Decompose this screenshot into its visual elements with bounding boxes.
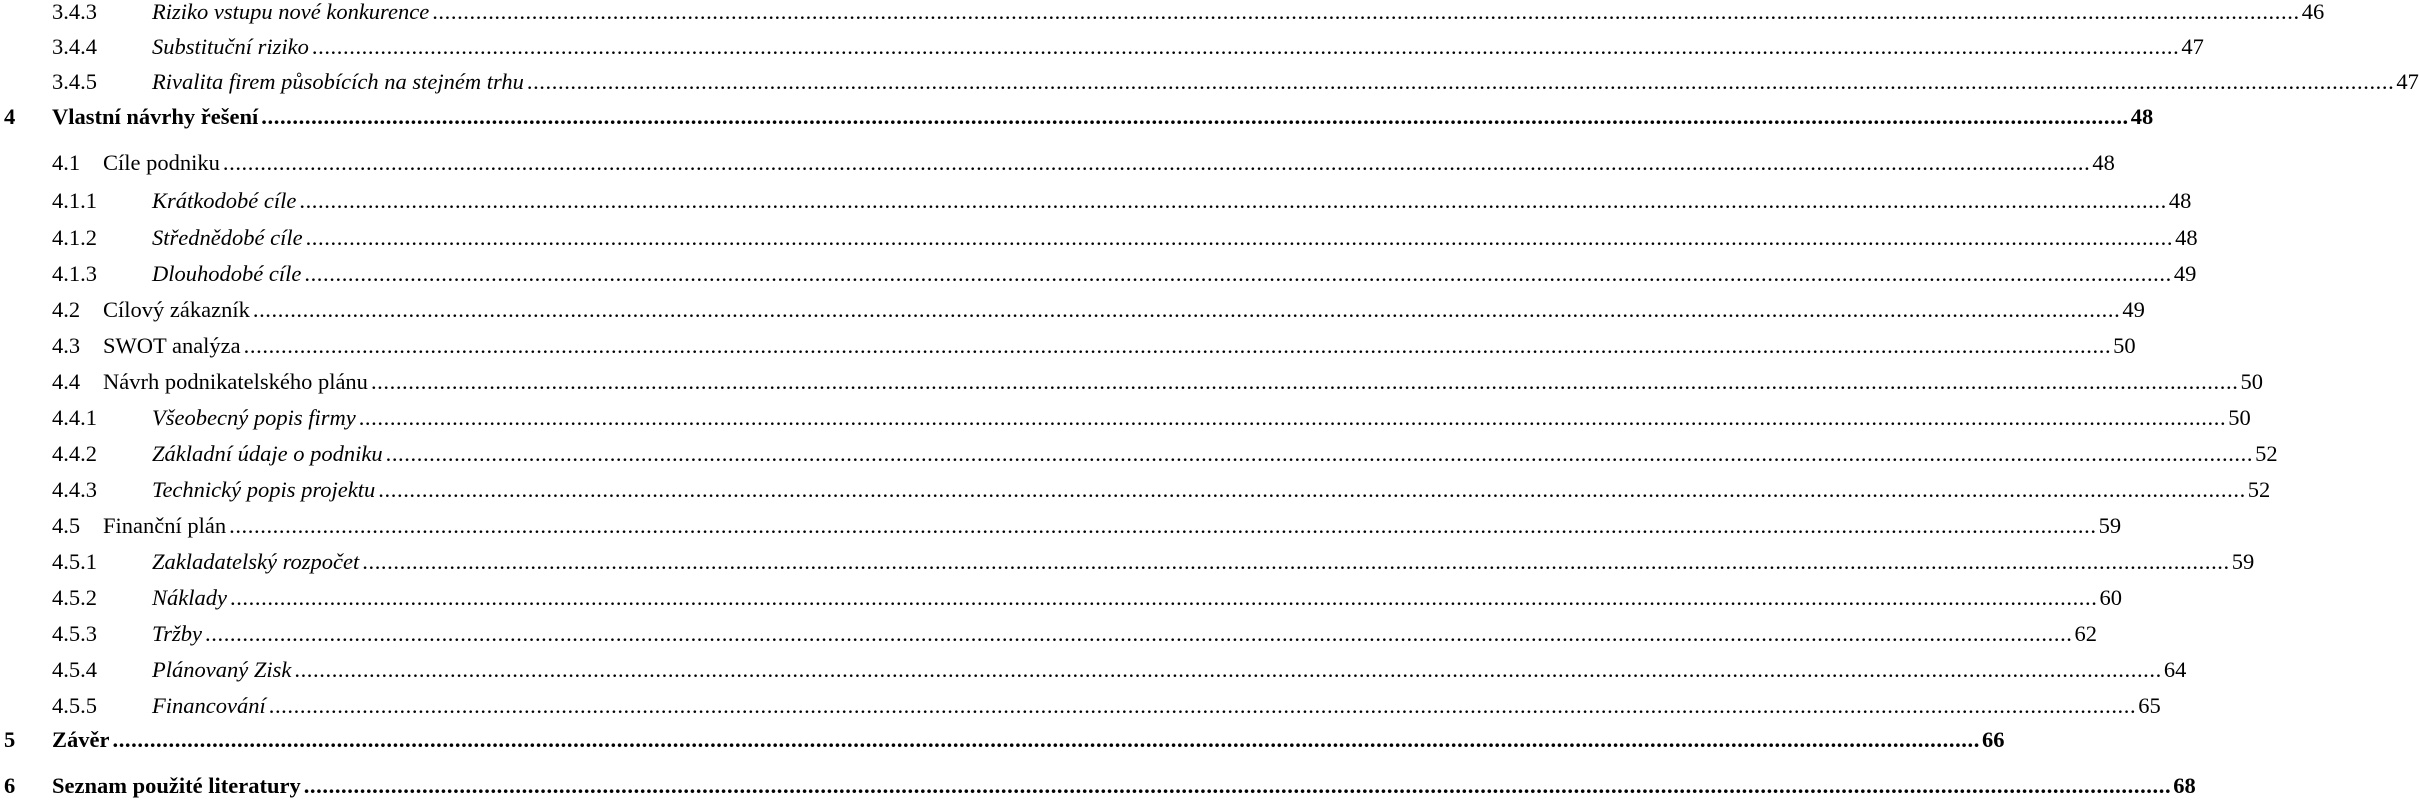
toc-dot-leader: ............................................................................................................................................................................................................................................................................................................ xyxy=(378,477,2246,502)
toc-entry-page-number: 47 xyxy=(2181,34,2204,59)
toc-entry-title: Dlouhodobé cíle xyxy=(152,261,302,286)
toc-entry[interactable] xyxy=(0,768,2196,804)
toc-entry[interactable] xyxy=(0,364,2263,400)
toc-entry-page-number: 66 xyxy=(1981,727,2005,752)
toc-entry-number: 3.4.4 xyxy=(52,34,97,59)
toc-entry[interactable] xyxy=(0,29,2204,65)
toc-entry-title: Cíle podniku xyxy=(103,150,220,175)
toc-entry-title: Financování xyxy=(152,693,266,718)
toc-entry-number: 4.5.2 xyxy=(52,585,97,610)
toc-entry-page-number: 68 xyxy=(2173,773,2196,798)
toc-entry-number: 4.4.2 xyxy=(52,441,97,466)
toc-entry-number: 4.2 xyxy=(52,297,81,322)
toc-entry-number: 4.3 xyxy=(52,333,81,358)
toc-entry-title: Základní údaje o podniku xyxy=(152,441,383,466)
toc-entry-page-number: 62 xyxy=(2074,621,2098,646)
toc-entry-number: 4 xyxy=(4,104,16,129)
toc-entry[interactable] xyxy=(0,220,2198,256)
toc-entry-title: Tržby xyxy=(152,621,203,646)
toc-entry-title: Vlastní návrhy řešení xyxy=(52,104,259,129)
toc-entry[interactable] xyxy=(0,64,2419,100)
toc-entry-page-number: 46 xyxy=(2301,0,2325,24)
toc-entry-number: 5 xyxy=(4,727,16,752)
toc-dot-leader: ............................................................................................................................................................................................................................................................................................................ xyxy=(303,773,2172,798)
toc-entry-number: 4.1.2 xyxy=(52,225,97,250)
toc-entry-number: 4.5.3 xyxy=(52,621,97,646)
toc-entry-page-number: 60 xyxy=(2099,585,2122,610)
toc-entry-title: Krátkodobé cíle xyxy=(152,188,297,213)
toc-entry-page-number: 48 xyxy=(2130,104,2154,129)
toc-dot-leader: ............................................................................................................................................................................................................................................................................................................ xyxy=(299,188,2167,213)
toc-entry-page-number: 49 xyxy=(2173,261,2197,286)
toc-entry-title: Substituční riziko xyxy=(152,34,309,59)
toc-entry-title: Střednědobé cíle xyxy=(152,225,303,250)
toc-dot-leader: ............................................................................................................................................................................................................................................................................................................ xyxy=(311,34,2180,59)
toc-entry[interactable] xyxy=(0,436,2278,472)
toc-dot-leader: ............................................................................................................................................................................................................................................................................................................ xyxy=(252,297,2121,322)
toc-entry-title: Závěr xyxy=(52,727,110,752)
toc-dot-leader: ............................................................................................................................................................................................................................................................................................................ xyxy=(385,441,2254,466)
toc-entry-number: 3.4.3 xyxy=(52,0,97,24)
toc-entry-page-number: 52 xyxy=(2247,477,2271,502)
toc-entry-page-number: 50 xyxy=(2228,405,2251,430)
toc-dot-leader: ............................................................................................................................................................................................................................................................................................................ xyxy=(526,69,2395,94)
toc-entry[interactable] xyxy=(0,652,2187,688)
toc-entry-number: 4.4.1 xyxy=(52,405,97,430)
toc-entry[interactable] xyxy=(0,544,2255,580)
toc-entry-title: Zakladatelský rozpočet xyxy=(152,549,360,574)
toc-entry-number: 6 xyxy=(4,773,16,798)
toc-dot-leader: ............................................................................................................................................................................................................................................................................................................ xyxy=(358,405,2227,430)
toc-entry-title: Finanční plán xyxy=(103,513,227,538)
toc-entry[interactable] xyxy=(0,183,2192,219)
toc-dot-leader: ............................................................................................................................................................................................................................................................................................................ xyxy=(261,104,2129,129)
toc-entry-page-number: 59 xyxy=(2231,549,2255,574)
toc-entry-title: Rivalita firem působících na stejném trhu xyxy=(152,69,524,94)
toc-entry-title: Návrh podnikatelského plánu xyxy=(103,369,368,394)
toc-dot-leader: ............................................................................................................................................................................................................................................................................................................ xyxy=(268,693,2137,718)
toc-entry[interactable] xyxy=(0,580,2122,616)
toc-entry-number: 4.1 xyxy=(52,150,81,175)
toc-entry-title: Seznam použité literatury xyxy=(52,773,301,798)
toc-entry[interactable] xyxy=(0,0,2325,30)
toc-entry-page-number: 50 xyxy=(2113,333,2136,358)
toc-entry-title: Technický popis projektu xyxy=(152,477,376,502)
toc-dot-leader: ............................................................................................................................................................................................................................................................................................................ xyxy=(305,225,2174,250)
toc-dot-leader: ............................................................................................................................................................................................................................................................................................................ xyxy=(112,727,1980,752)
toc-entry-title: Všeobecný popis firmy xyxy=(152,405,356,430)
toc-dot-leader: ............................................................................................................................................................................................................................................................................................................ xyxy=(222,150,2091,175)
toc-entry-page-number: 65 xyxy=(2138,693,2161,718)
toc-entry-number: 3.4.5 xyxy=(52,69,97,94)
toc-entry[interactable] xyxy=(0,328,2136,364)
toc-entry-number: 4.1.3 xyxy=(52,261,97,286)
toc-entry-page-number: 48 xyxy=(2175,225,2198,250)
toc-entry-title: SWOT analýza xyxy=(103,333,241,358)
toc-entry[interactable] xyxy=(0,472,2271,508)
toc-entry[interactable] xyxy=(0,400,2251,436)
toc-entry[interactable] xyxy=(0,616,2098,652)
toc-entry[interactable] xyxy=(0,688,2161,724)
toc-entry-number: 4.5.5 xyxy=(52,693,97,718)
toc-entry-page-number: 64 xyxy=(2163,657,2187,682)
toc-entry-page-number: 52 xyxy=(2255,441,2278,466)
toc-dot-leader: ............................................................................................................................................................................................................................................................................................................ xyxy=(229,513,2097,538)
toc-dot-leader: ............................................................................................................................................................................................................................................................................................................ xyxy=(304,261,2172,286)
toc-entry[interactable] xyxy=(0,145,2115,181)
toc-entry-page-number: 59 xyxy=(2098,513,2122,538)
toc-entry-number: 4.4 xyxy=(52,369,81,394)
toc-dot-leader: ............................................................................................................................................................................................................................................................................................................ xyxy=(205,621,2073,646)
toc-dot-leader: ............................................................................................................................................................................................................................................................................................................ xyxy=(229,585,2098,610)
toc-dot-leader: ............................................................................................................................................................................................................................................................................................................ xyxy=(362,549,2230,574)
toc-entry-number: 4.5 xyxy=(52,513,81,538)
toc-entry-number: 4.4.3 xyxy=(52,477,97,502)
toc-entry[interactable] xyxy=(0,722,2005,758)
toc-entry[interactable] xyxy=(0,508,2122,544)
toc-entry-page-number: 48 xyxy=(2168,188,2192,213)
toc-entry-title: Plánovaný Zisk xyxy=(152,657,292,682)
toc-entry-title: Náklady xyxy=(152,585,227,610)
toc-entry-title: Riziko vstupu nové konkurence xyxy=(152,0,430,24)
toc-entry[interactable] xyxy=(0,292,2145,328)
toc-entry-page-number: 50 xyxy=(2240,369,2263,394)
toc-entry-title: Cílový zákazník xyxy=(103,297,250,322)
toc-entry-number: 4.5.4 xyxy=(52,657,97,682)
toc-entry-number: 4.1.1 xyxy=(52,188,97,213)
toc-entry-page-number: 47 xyxy=(2396,69,2419,94)
toc-dot-leader: ............................................................................................................................................................................................................................................................................................................ xyxy=(370,369,2239,394)
toc-dot-leader: ............................................................................................................................................................................................................................................................................................................ xyxy=(294,657,2162,682)
toc-entry-number: 4.5.1 xyxy=(52,549,97,574)
toc-dot-leader: ............................................................................................................................................................................................................................................................................................................ xyxy=(243,333,2112,358)
toc-entry[interactable] xyxy=(0,99,2154,135)
toc-entry[interactable] xyxy=(0,256,2197,292)
toc-entry-page-number: 48 xyxy=(2092,150,2115,175)
toc-dot-leader: ............................................................................................................................................................................................................................................................................................................ xyxy=(432,0,2300,24)
toc-entry-page-number: 49 xyxy=(2122,297,2145,322)
